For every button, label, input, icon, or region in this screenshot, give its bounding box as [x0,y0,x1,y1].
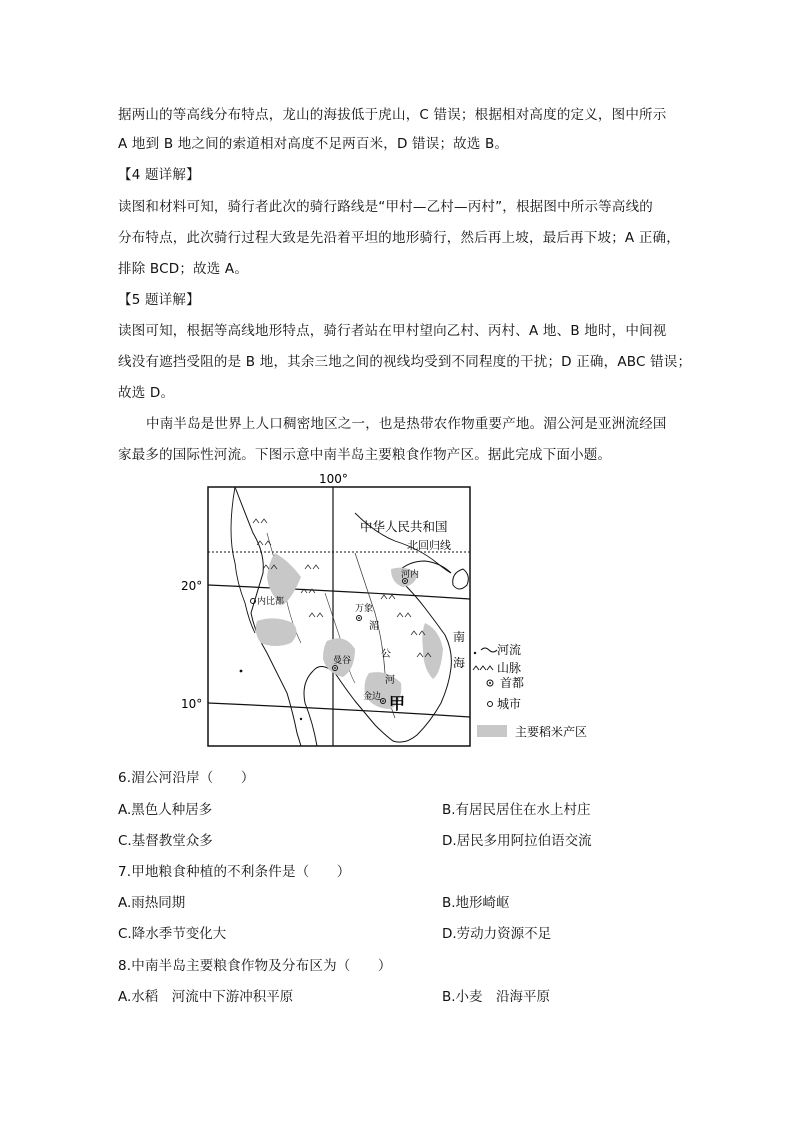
mekong-label-2: 公 [381,649,391,660]
paragraph-line: 故选 D。 [118,385,175,401]
mekong-label-3: 河 [385,675,395,686]
question-6-option-a[interactable]: A.黑色人种居多 [118,802,213,818]
sea-label-1: 南 [453,630,466,644]
legend-rice: 主要稻米产区 [515,725,588,739]
mekong-label-1: 湄 [369,621,379,632]
paragraph-line: 家最多的国际性河流。下图示意中南半岛主要粮食作物产区。据此完成下面小题。 [118,447,612,463]
lat-label-20: 20° [181,579,203,593]
jia-label: 甲 [389,694,406,713]
question-7-option-c[interactable]: C.降水季节变化大 [118,926,227,942]
paragraph-line: 读图和材料可知，骑行者此次的骑行路线是“甲村—乙村—丙村”，根据图中所示等高线的 [118,199,653,215]
vientiane-label: 万象 [355,604,374,614]
paragraph-line: A 地到 B 地之间的索道相对高度不足两百米，D 错误；故选 B。 [118,136,509,152]
question-8-option-a[interactable]: A.水稻 河流中下游冲积平原 [118,989,294,1005]
bangkok-label: 曼谷 [333,656,352,666]
sea-label-2: 海 [453,656,466,670]
legend-rice-swatch [477,725,507,737]
question-6-option-c[interactable]: C.基督教堂众多 [118,833,213,849]
question-8-option-b[interactable]: B.小麦 沿海平原 [442,989,551,1005]
paragraph-line: 分布特点，此次骑行过程大致是先沿着平坦的地形骑行，然后再上坡，最后再下坡；A 正确， [118,230,680,246]
lon-label: 100° [319,472,348,486]
rice-region-irrawaddy-delta [256,618,297,646]
question-7-option-a[interactable]: A.雨热同期 [118,895,186,911]
section-heading: 【4 题详解】 [118,167,200,183]
map-legend [473,642,587,739]
legend-mountain: 山脉 [497,661,522,675]
question-8-stem: 8.中南半岛主要粮食作物及分布区为（ ） [118,958,392,974]
paragraph-line: 线没有遮挡受阻的是 B 地，其余三地之间的视线均受到不同程度的干扰；D 正确，ABC 错误； [118,354,692,370]
tropic-label: 北回归线 [407,539,451,552]
legend-city: 城市 [497,697,522,711]
paragraph-line: 中南半岛是世界上人口稠密地区之一，也是热带农作物重要产地。湄公河是亚洲流经国 [146,416,667,432]
naypyidaw-label: 内比都 [257,597,285,607]
country-label: 中华人民共和国 [360,519,448,534]
section-heading: 【5 题详解】 [118,292,200,308]
map-svg [181,472,605,753]
indochina-map-figure [181,472,605,753]
question-6-option-b[interactable]: B.有居民居住在水上村庄 [442,802,591,818]
phnompenh-label: 金边 [363,692,382,702]
question-6-option-d[interactable]: D.居民多用阿拉伯语交流 [442,833,592,849]
legend-river: 河流 [497,643,522,657]
hanoi-label: 河内 [401,570,420,580]
question-7-option-b[interactable]: B.地形崎岖 [442,895,510,911]
question-7-stem: 7.甲地粮食种植的不利条件是（ ） [118,864,351,880]
lat-label-10: 10° [181,697,203,711]
question-7-option-d[interactable]: D.劳动力资源不足 [442,926,552,942]
question-6-stem: 6.湄公河沿岸（ ） [118,770,255,786]
legend-capital: 首都 [500,676,525,690]
paragraph-line: 排除 BCD；故选 A。 [118,261,249,277]
paragraph-line: 读图可知，根据等高线地形特点，骑行者站在甲村望向乙村、丙村、A 地、B 地时，中间视 [118,323,667,339]
paragraph-line: 据两山的等高线分布特点，龙山的海拔低于虎山，C 错误；根据相对高度的定义，图中所示 [118,107,667,123]
